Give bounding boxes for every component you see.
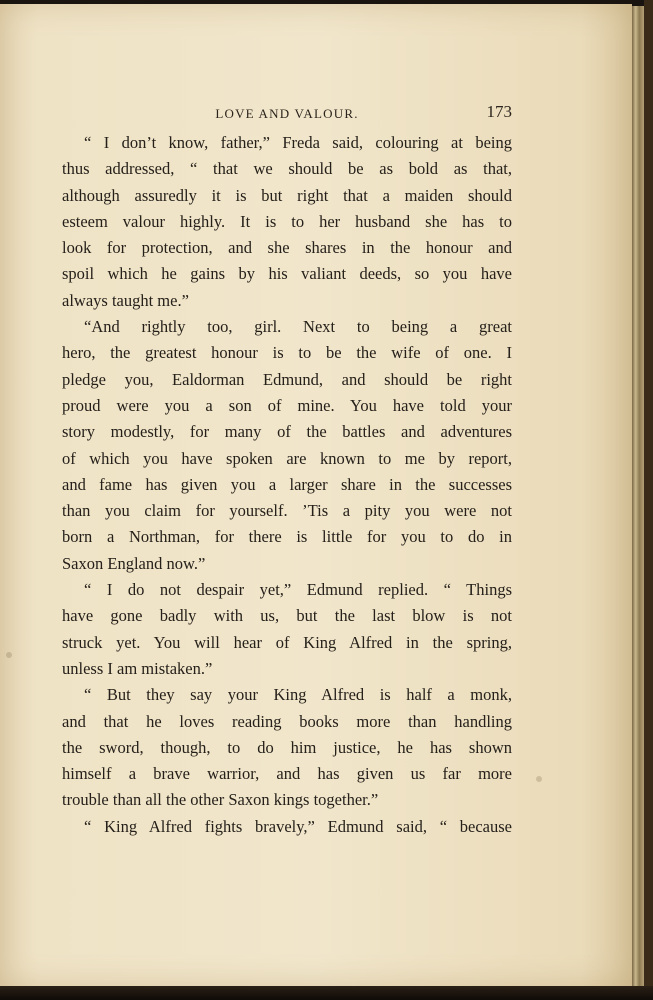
- text-line: struck yet. You will hear of King Alfred in the spring,: [62, 632, 512, 652]
- text-line: “ But they say your King Alfred is half a monk,: [84, 685, 512, 705]
- text-line: born a Northman, for there is little for you to do in: [62, 527, 512, 547]
- page-edge: [632, 6, 644, 986]
- page-header: [62, 102, 512, 124]
- running-head: LOVE AND VALOUR.: [215, 106, 359, 121]
- text-line: story modestly, for many of the battles and adventures: [62, 422, 512, 442]
- text-line: always taught me.”: [62, 290, 189, 310]
- text-line: the sword, though, to do him justice, he has shown: [62, 737, 512, 757]
- text-line: pledge you, Ealdorman Edmund, and should be right: [62, 369, 512, 389]
- text-line: and that he loves reading books more than handling: [62, 711, 512, 731]
- body-text: [62, 130, 512, 840]
- text-line: although assuredly it is but right that a maiden should: [62, 185, 512, 205]
- page-number: 173: [486, 102, 512, 121]
- text-line: than you claim for yourself. ’Tis a pity you were not: [62, 501, 512, 521]
- text-line: look for protection, and she shares in the honour and: [62, 238, 512, 258]
- text-line: “ I don’t know, father,” Freda said, colouring at being: [84, 133, 512, 152]
- text-line: trouble than all the other Saxon kings together.”: [62, 790, 379, 810]
- book-spine-shadow: [644, 0, 653, 1000]
- text-line: “ I do not despair yet,” Edmund replied. “ Things: [84, 580, 512, 600]
- text-line: “And rightly too, girl. Next to being a great: [84, 317, 512, 337]
- text-line: “ King Alfred fights bravely,” Edmund said, “ because: [84, 816, 512, 836]
- text-line: hero, the greatest honour is to be the wife of one. I: [62, 343, 512, 363]
- paper-blemish: [6, 652, 12, 658]
- text-line: proud were you a son of mine. You have told your: [62, 395, 512, 415]
- bottom-edge-shadow: [0, 986, 653, 1000]
- text-line: and fame has given you a larger share in the successes: [62, 474, 512, 494]
- text-line: Saxon England now.”: [62, 553, 206, 573]
- paper-blemish: [536, 776, 542, 782]
- text-line: thus addressed, “ that we should be as bold as that,: [62, 159, 512, 179]
- text-line: have gone badly with us, but the last blow is not: [62, 606, 512, 626]
- text-line: himself a brave warrior, and has given us far more: [62, 764, 512, 784]
- text-line: of which you have spoken are known to me by report,: [62, 448, 512, 468]
- text-line: esteem valour highly. It is to her husband she has to: [62, 211, 512, 231]
- text-line: spoil which he gains by his valiant deeds, so you have: [62, 264, 512, 284]
- text-line: unless I am mistaken.”: [62, 658, 213, 678]
